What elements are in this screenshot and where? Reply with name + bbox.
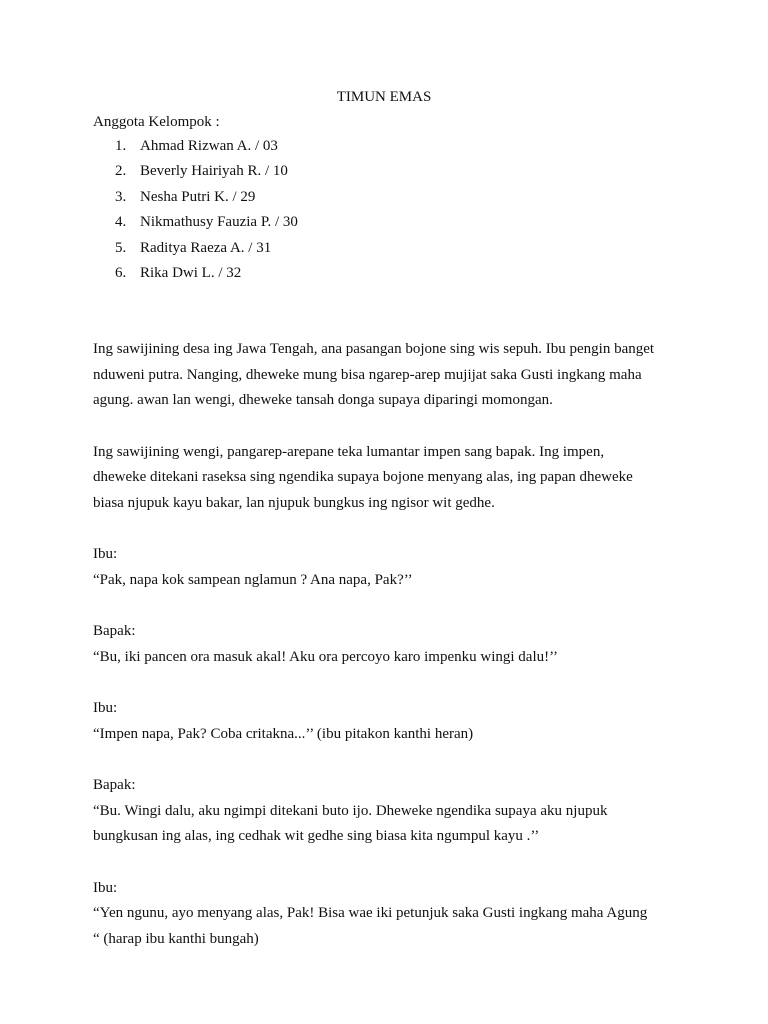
dialog-line: “ (harap ibu kanthi bungah) [93, 930, 259, 947]
dialog-line: bungkusan ing alas, ing cedhak wit gedhe sing biasa kita ngumpul kayu .’’ [93, 828, 540, 844]
dialog-block [93, 619, 693, 670]
dialog-speaker: Bapak: [93, 623, 136, 639]
paragraph-line: agung. awan lan wengi, dheweke tansah donga supaya diparingi momongan. [93, 392, 553, 408]
paragraph-line: biasa njupuk kayu bakar, lan njupuk bungkus ing ngisor wit gedhe. [93, 494, 495, 511]
member-number: 6. [115, 264, 127, 281]
document-title: TIMUN EMAS [336, 89, 432, 105]
dialog-line: “Yen ngunu, ayo menyang alas, Pak! Bisa wae iki petunjuk saka Gusti ingkang maha Agung [93, 905, 648, 921]
paragraph-line: nduweni putra. Nanging, dheweke mung bisa ngarep-arep mujijat saka Gusti ingkang maha [93, 366, 642, 383]
member-number: 1. [115, 138, 127, 154]
member-number: 2. [115, 163, 127, 180]
dialog-block [93, 696, 693, 747]
narrative-paragraph [93, 440, 693, 517]
dialog-speaker: Bapak: [93, 777, 136, 793]
dialog-speaker: Ibu: [93, 700, 118, 716]
member-name: Ahmad Rizwan A. / 03 [140, 138, 278, 154]
dialog-speaker: Ibu: [93, 546, 118, 562]
dialog-line: “Impen napa, Pak? Coba critakna...’’ (ibu pitakon kanthi heran) [93, 725, 474, 742]
member-name: Nikmathusy Fauzia P. / 30 [140, 214, 298, 231]
member-name: Beverly Hairiyah R. / 10 [140, 163, 288, 180]
dialog-block [93, 876, 693, 953]
member-number: 5. [115, 239, 127, 256]
members-heading: Anggota Kelompok : [93, 114, 220, 130]
dialog-block [93, 773, 693, 850]
paragraph-line: Ing sawijining wengi, pangarep-arepane teka lumantar impen sang bapak. Ing impen, [93, 443, 605, 460]
dialog-line: “Bu. Wingi dalu, aku ngimpi ditekani buto ijo. Dheweke ngendika supaya aku njupuk [93, 802, 608, 819]
dialog-line: “Pak, napa kok sampean nglamun ? Ana napa, Pak?’’ [93, 571, 413, 588]
member-number: 4. [115, 214, 127, 231]
paragraph-line: Ing sawijining desa ing Jawa Tengah, ana pasangan bojone sing wis sepuh. Ibu pengin banget [93, 341, 655, 357]
member-number: 3. [115, 188, 127, 205]
member-name: Nesha Putri K. / 29 [140, 188, 256, 205]
dialog-speaker: Ibu: [93, 879, 118, 896]
story-body [93, 337, 693, 978]
dialog-block [93, 542, 693, 593]
member-name: Raditya Raeza A. / 31 [140, 239, 272, 256]
paragraph-line: dheweke ditekani raseksa sing ngendika supaya bojone menyang alas, ing papan dheweke [93, 469, 633, 485]
dialog-line: “Bu, iki pancen ora masuk akal! Aku ora percoyo karo impenku wingi dalu!’’ [93, 648, 558, 665]
narrative-paragraph [93, 337, 693, 414]
member-name: Rika Dwi L. / 32 [140, 264, 242, 281]
